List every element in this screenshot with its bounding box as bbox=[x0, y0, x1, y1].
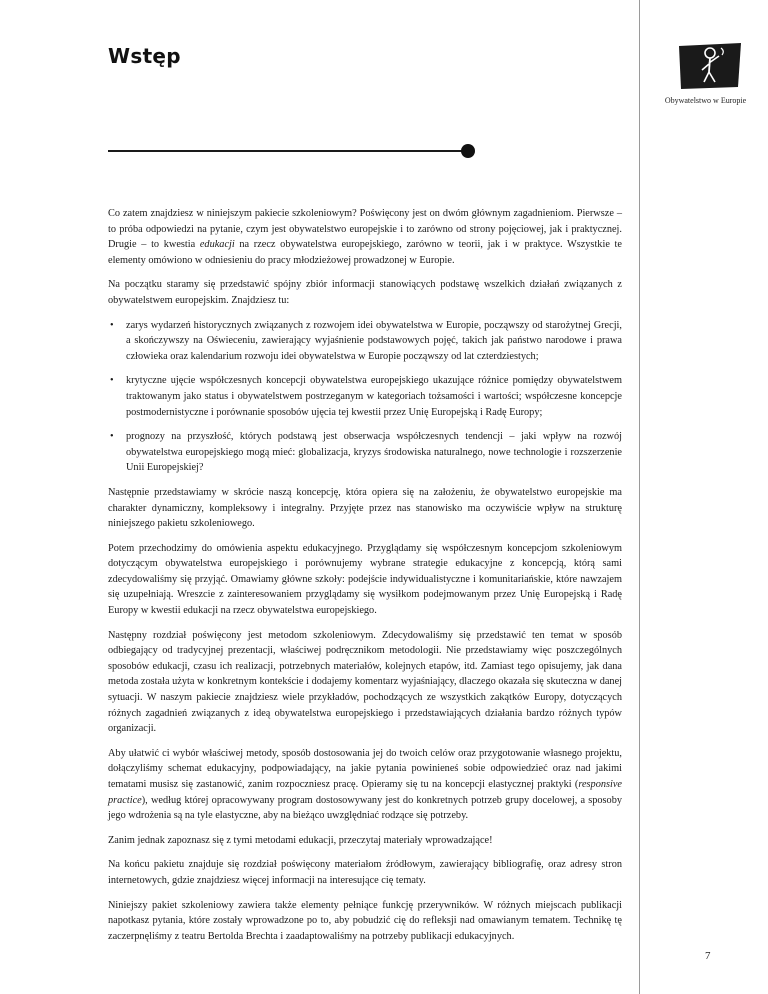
list-item: • prognozy na przyszłość, których podstawą jest obserwacja współczesnych tendencji – jaki wpływ na rozwój obywatelstwa europejskiego mogą mieć: globalizacja, kryzys środowiska naturalnego, nowe technologie i rozszerzenie Unii Europejskiej? bbox=[110, 431, 622, 474]
margin-divider bbox=[639, 0, 640, 994]
page-number: 7 bbox=[705, 950, 711, 962]
paragraph: Potem przechodzimy do omówienia aspektu edukacyjnego. Przyglądamy się współczesnym koncepcjom szkoleniowym dotyczącym obywatelstwa europejskiego i porównujemy wybrane strategie edukacyjne z koncepcją, którą sami zdecydowaliśmy się przyjąć. Omawiamy główne szkoły: podejście indywidualistyczne i komunitariańskie, które nawzajem się uzupełniają. Wreszcie z zainteresowaniem przyglądamy się wysiłkom podejmowanym przez Unię Europejską i Radę Europy w kwestii edukacji na rzecz obywatelstwa europejskiego. bbox=[108, 542, 622, 617]
paragraph: Następnie przedstawiamy w skrócie naszą koncepcję, która opiera się na założeniu, że obywatelstwo europejskie ma charakter dynamiczny, kompleksowy i integralny. Przyjęte przez nas stanowisko ma oczywiście wpływ na strukturę niniejszego pakietu szkoleniowego. bbox=[108, 486, 622, 530]
title-rule bbox=[108, 150, 468, 152]
list-item: • krytyczne ujęcie współczesnych koncepcji obywatelstwa europejskiego ukazujące różnice pomiędzy obywatelstwem traktowanym jako status i obywatelstwem postrzeganym w kategoriach tożsamości i wartości; współczesne koncepcje postmodernistyczne i porównanie sposobów ujęcia tej kwestii przez Unię Europejską i Radę Europy; bbox=[110, 375, 622, 418]
bullet-icon: • bbox=[110, 319, 114, 331]
bullet-icon: • bbox=[110, 375, 114, 387]
body-text bbox=[108, 206, 622, 953]
series-label: Obywatelstwo w Europie bbox=[664, 96, 747, 105]
paragraph: Niniejszy pakiet szkoleniowy zawiera także elementy pełniące funkcję przerywników. W różnych miejscach publikacji napotkasz pytania, które zostały wprowadzone po to, aby pobudzić cię do refleksji nad omawianym tematem. Technikę tę zaczerpnęliśmy z teatru Bertolda Brechta i zaadaptowaliśmy na potrzeby publikacji edukacyjnych. bbox=[108, 899, 622, 942]
paragraph: Na początku staramy się przedstawić spójny zbiór informacji stanowiących podstawę wszelkich działań związanych z obywatelstwem europejskim. Znajdziesz tu: bbox=[108, 279, 622, 306]
list-item: • zarys wydarzeń historycznych związanych z rozwojem idei obywatelstwa w Europie, począwszy od starożytnej Grecji, a skończywszy na Oświeceniu, zawierający wyjaśnienie podstawowych pojęć, takich jak państwo narodowe i prawa człowieka oraz kalendarium rozwoju idei obywatelstwa w Europie począwszy od lat czterdziestych; bbox=[110, 319, 622, 362]
bullet-icon: • bbox=[110, 431, 114, 443]
bullet-list bbox=[108, 318, 622, 476]
figure-at-chalkboard-icon bbox=[675, 40, 745, 92]
paragraph: Na końcu pakietu znajduje się rozdział poświęcony materiałom źródłowym, zawierający bibliografię, oraz adresy stron internetowych, gdzie znajdziesz więcej informacji na interesujące cię tematy. bbox=[108, 859, 622, 886]
paragraph: Aby ułatwić ci wybór właściwej metody, sposób dostosowania jej do twoich celów oraz przygotowanie własnego projektu, dołączyliśmy schemat edukacyjny, podpowiadający, na jakie pytania powinieneś sobie odpowiedzieć oraz nad jakimi tematami musisz się zastanowić, zanim rozpoczniesz pracę. Opieramy się tu na koncepcji elastycznej praktyki (responsive practice), według której opracowywany program dostosowywany jest do konkretnych potrzeb grupy docelowej, a sposoby jego wdrożenia są na tyle elastyczne, aby na bieżąco uwzględniać rodzące się potrzeby. bbox=[108, 747, 622, 822]
paragraph-intro: Co zatem znajdziesz w niniejszym pakiecie szkoleniowym? Poświęcony jest on dwóm głównym zagadnieniom. Pierwsze – to próba odpowiedzi na pytanie, czym jest obywatelstwo europejskie i to zarówno od strony pojęciowej, jak i praktycznej. Drugie – to kwestia edukacji na rzecz obywatelstwa europejskiego, zarówno w teorii, jak i w praktyce. Wszystkie te elementy omówiono w odniesieniu do pracy młodzieżowej prowadzonej w Europie. bbox=[108, 208, 622, 266]
page-title: Wstęp bbox=[108, 44, 181, 68]
title-rule-dot bbox=[461, 144, 475, 158]
paragraph: Zanim jednak zapoznasz się z tymi metodami edukacji, przeczytaj materiały wprowadzające! bbox=[108, 834, 493, 846]
paragraph: Następny rozdział poświęcony jest metodom szkoleniowym. Zdecydowaliśmy się przedstawić ten temat w sposób odbiegający od tradycyjnej prezentacji, właściwej podręcznikom metodologii. Nie przedstawiamy więc poszczególnych sposobów edukacji, czasu ich realizacji, potrzebnych materiałów, kolejnych etapów, itd. Zamiast tego opisujemy, jak dana metoda została użyta w konkretnym kontekście i dodajemy komentarz wyjaśniający, dlaczego okazała się skuteczna w danej sytuacji. W naszym pakiecie znajdziesz wiele przykładów, pochodzących ze wszystkich zakątków Europy, dotyczących różnych zagadnień związanych z ideą obywatelstwa europejskiego i przedstawiających działania bardzo różnych typów organizacji. bbox=[108, 629, 622, 735]
